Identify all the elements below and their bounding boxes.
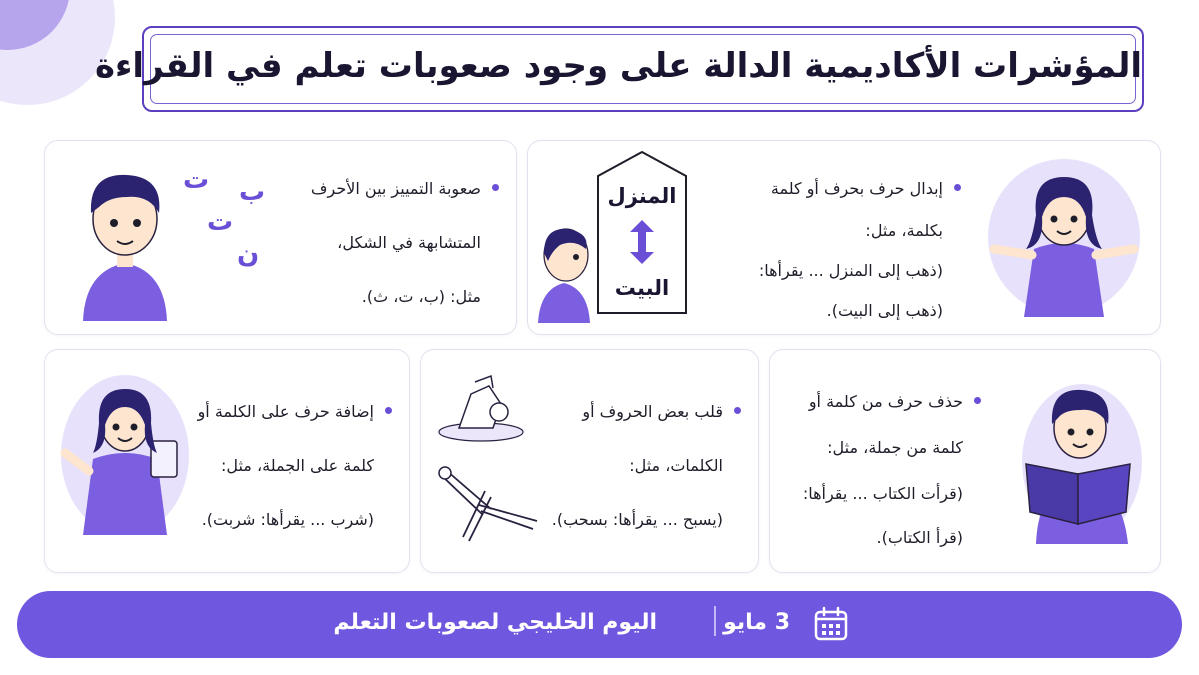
girl-illustration — [984, 157, 1144, 317]
footer-event: اليوم الخليجي لصعوبات التعلم — [333, 610, 657, 635]
bullet-dot — [734, 407, 741, 414]
word-top: المنزل — [607, 184, 677, 208]
boy-book-illustration — [1018, 374, 1143, 544]
fallen-sticks-illustration — [433, 465, 543, 545]
letter-ta-1: ت — [183, 165, 210, 195]
calendar-icon — [814, 607, 848, 641]
footer-separator — [714, 606, 716, 636]
letter-nun: ن — [237, 239, 260, 269]
bullet-dot — [385, 407, 392, 414]
scattered-letters-illustration — [431, 372, 531, 452]
footer-date: 3 مايو — [723, 610, 790, 635]
bullet-dot — [954, 184, 961, 191]
double-arrow-icon — [627, 218, 657, 266]
card-letter-confusion: ب ت ت ن صعوبة التمييز بين الأحرف المتشابهة في الشكل، مثل: (ب، ت، ث). — [44, 140, 517, 335]
page-title: المؤشرات الأكاديمية الدالة على وجود صعوبات تعلم في القراءة — [94, 46, 1142, 86]
footer-bar — [17, 591, 1182, 658]
girl-glass-illustration — [55, 375, 195, 535]
card-addition: إضافة حرف على الكلمة أو كلمة على الجملة، مثل: (شرب ... يقرأها: شربت). — [44, 349, 410, 573]
bullet-dot — [492, 184, 499, 191]
boy-side-illustration — [534, 223, 594, 323]
card-omission: حذف حرف من كلمة أو كلمة من جملة، مثل: (قرأت الكتاب ... يقرأها: (قرأ الكتاب). — [769, 349, 1161, 573]
letter-ba: ب — [239, 177, 266, 207]
card-reversal: قلب بعض الحروف أو الكلمات، مثل: (يسبح ... يقرأها: بسحب). — [420, 349, 759, 573]
title-frame — [94, 26, 1144, 112]
word-swap-box — [596, 150, 688, 315]
bullet-dot — [974, 397, 981, 404]
letter-ta-2: ت — [207, 207, 234, 237]
boy-illustration — [65, 161, 185, 321]
card-substitution: إبدال حرف بحرف أو كلمة بكلمة، مثل: (ذهب إلى المنزل ... يقرأها: (ذهب إلى البيت). — [527, 140, 1161, 335]
word-bottom: البيت — [614, 276, 670, 300]
